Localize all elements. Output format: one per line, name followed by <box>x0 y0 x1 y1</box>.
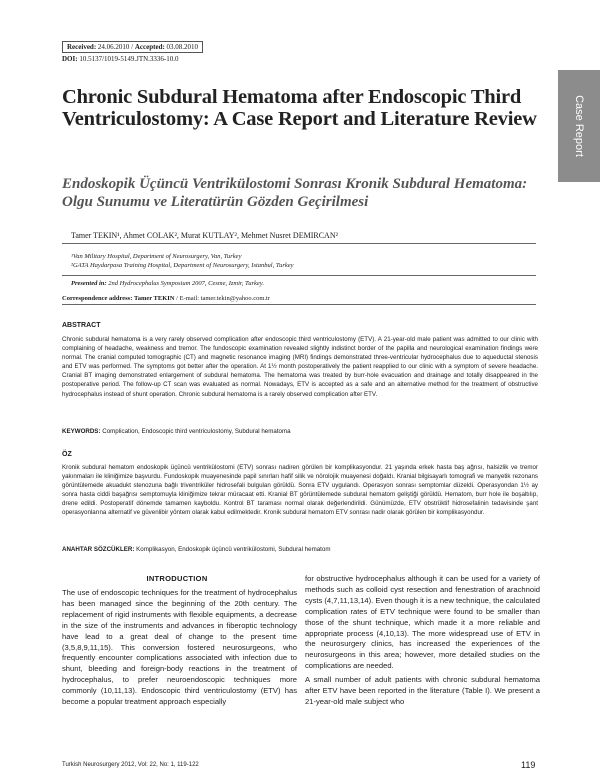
authors: Tamer TEKIN¹, Ahmet COLAK², Murat KUTLAY², Mehmet Nusret DEMIRCAN² <box>71 231 338 240</box>
accepted-label: Accepted: <box>134 43 165 51</box>
divider <box>62 243 536 244</box>
anahtar-text: Komplikasyon, Endoskopik üçüncü ventrikülostomi, Subdural hematom <box>136 546 331 553</box>
article-title: Chronic Subdural Hematoma after Endoscopic Third Ventriculostomy: A Case Report and Literature Review <box>62 86 537 130</box>
correspondence-name: Tamer TEKIN <box>133 295 175 302</box>
anahtar-sozcukler <box>62 546 538 553</box>
received-accepted-box: Received: 24.06.2010 / Accepted: 03.08.2010 <box>62 41 203 53</box>
divider <box>62 304 536 305</box>
introduction-right-paragraph-1: for obstructive hydrocephalus although it can be used for a variety of methods such as colloid cyst resection and fenestration of arachnoid cysts (4,7,11,13,14). Even though it is a new technique, the calculated complication rates of ETV technique were found to be smaller than those of the shunt technique, which made it a more reliable and appropriate process (4,10,13). The more widespread use of ETV in the neurosurgery clinics, has increased the experiences of the neurosurgeons in this area; however, more detailed studies on the complications are needed. <box>305 574 540 671</box>
introduction-right-paragraph-2: A small number of adult patients with chronic subdural hematoma after ETV have been reported in the literature (Table I). We present a 21-year-old male subject who <box>305 675 540 706</box>
correspondence-email[interactable]: / E-mail: tamer.tekin@yahoo.com.tr <box>176 295 271 302</box>
case-report-tab-label: Case Report <box>573 95 585 157</box>
introduction-left-column: The use of endoscopic techniques for the treatment of hydrocephalus has been managed since the beginning of the 20th century. The replacement of rigid instruments with flexible equipments, a decrease in the size of the instruments and advances in fiberoptic technology have lead to a great deal of change to the present time (3,5,8,9,11,15). This conversion fostered neurosurgeons, who frequently encounter complications associated with infection due to shunt, bleeding and foreign-body reactions in the treatment of hydrocephalus, to prefer neuroendoscopic techniques more commonly (10,11,13). Endoscopic third ventriculostomy (ETV) has become a popular treatment approach especially <box>62 588 297 707</box>
doi-label: DOI: <box>62 55 78 63</box>
abstract-heading: ABSTRACT <box>62 322 101 329</box>
journal-footer: Turkish Neurosurgery 2012, Vol: 22, No: 1, 119-122 <box>62 762 199 768</box>
divider <box>62 275 536 276</box>
keywords <box>62 428 538 435</box>
doi-line <box>62 55 178 63</box>
abstract-body: Chronic subdural hematoma is a very rarely observed complication after endoscopic third ventriculostomy (ETV). A 21-year-old male patient was admitted to our clinic with complaining of headache, weakness and tremor. The fundoscopic examination revealed slightly indistinct border of the papilla and neurological examination findings were normal. The cranial computed tomographic (CT) and magnetic resonance imaging (MRI) findings demonstrated three-ventricular hydrocephalus due to aqueductal stenosis and ETV was performed. The symptoms got better after the operation. At 1½ month postoperatively the patient reapplied to our clinic with a symptom of severe headache. Cranial BT imaging demonstrated enlargement of subdural hematoma. The hematoma was treated by burr-hole evacuation and drainage and totally disappeared in the postoperative period. The follow-up CT scan was evaluated as normal. Nowadays, ETV is accepted as a safe and an alternative method for the treatment of obstructive hydrocephalus instead of shunt operation. Chronic subdural hematoma is a rarely observed complication after ETV. <box>62 336 538 398</box>
accepted-date: 03.08.2010 <box>166 43 199 51</box>
received-label: Received: <box>67 43 97 51</box>
affiliation-2: ²GATA Haydarpasa Training Hospital, Department of Neurosurgery, Istanbul, Turkey <box>71 262 294 269</box>
presented-text: 2nd Hydrocephalus Symposium 2007, Cesme, Izmir, Turkey. <box>108 280 264 287</box>
correspondence-address <box>62 295 270 302</box>
affiliation-1: ¹Van Military Hospital, Department of Neurosurgery, Van, Turkey <box>71 253 242 260</box>
page-number: 119 <box>521 760 536 770</box>
keywords-label: KEYWORDS: <box>62 428 101 435</box>
case-report-tab <box>558 70 600 182</box>
presented-in <box>71 280 264 287</box>
presented-label: Presented in: <box>71 280 107 287</box>
doi-value: 10.5137/1019-5149.JTN.3336-10.0 <box>79 55 179 63</box>
oz-body: Kronik subdural hematom endoskopik üçüncü ventrikülostomi (ETV) sonrası nadiren görülen bir komplikasyondur. 21 yaşında erkek hasta baş ağrısı, halsizlik ve tremor yakınmaları ile kliniğimize başvurdu. Fundoskopik muayenesinde papil sınırları hafif silik ve nörolojik muayenesi doğaldı. Kranial bilgisayarlı tomografi ve manyetik rezonans görüntülemede akuadukt stenozuna bağlı triventriküler hidrosefali bulgulan görüldü. Sonra ETV uygulandı. Operasyon sonrası semptomlar düzeldi. Operasyondan 1½ ay sonra hasta ciddi başağrısı semptomuyla kliniğimize tekrar müracaat etti. Kranial BT görüntülemede subdural hematom geliştiği görüldü. Hematom, burr hole ile boşaltılıp, drene edildi. Postoperatif dönemde tamamen kayboldu. Kontrol BT taraması normal olarak değerlendirildi. Günümüzde, ETV obstrüktif hidrosefalinin tedavisinde şant operasyonlarına alternatif ve güvenlibir yöntem olarak kabul edilmektedir. Kronik subdural hematom ETV sonrası nadir olarak görülen bir komplikasyondur. <box>62 464 538 517</box>
oz-heading: ÖZ <box>62 451 72 458</box>
anahtar-label: ANAHTAR SÖZCÜKLER: <box>62 546 135 553</box>
article-subtitle-turkish: Endoskopik Üçüncü Ventrikülostomi Sonrası Kronik Subdural Hematoma: Olgu Sunumu ve Literatürün Gözden Geçirilmesi <box>62 176 528 210</box>
keywords-text: Complication, Endoscopic third ventriculostomy, Subdural hematoma <box>102 428 291 435</box>
correspondence-label: Correspondence address: <box>62 295 133 302</box>
introduction-heading: INTRODUCTION <box>146 574 208 583</box>
received-date: 24.06.2010 <box>97 43 130 51</box>
